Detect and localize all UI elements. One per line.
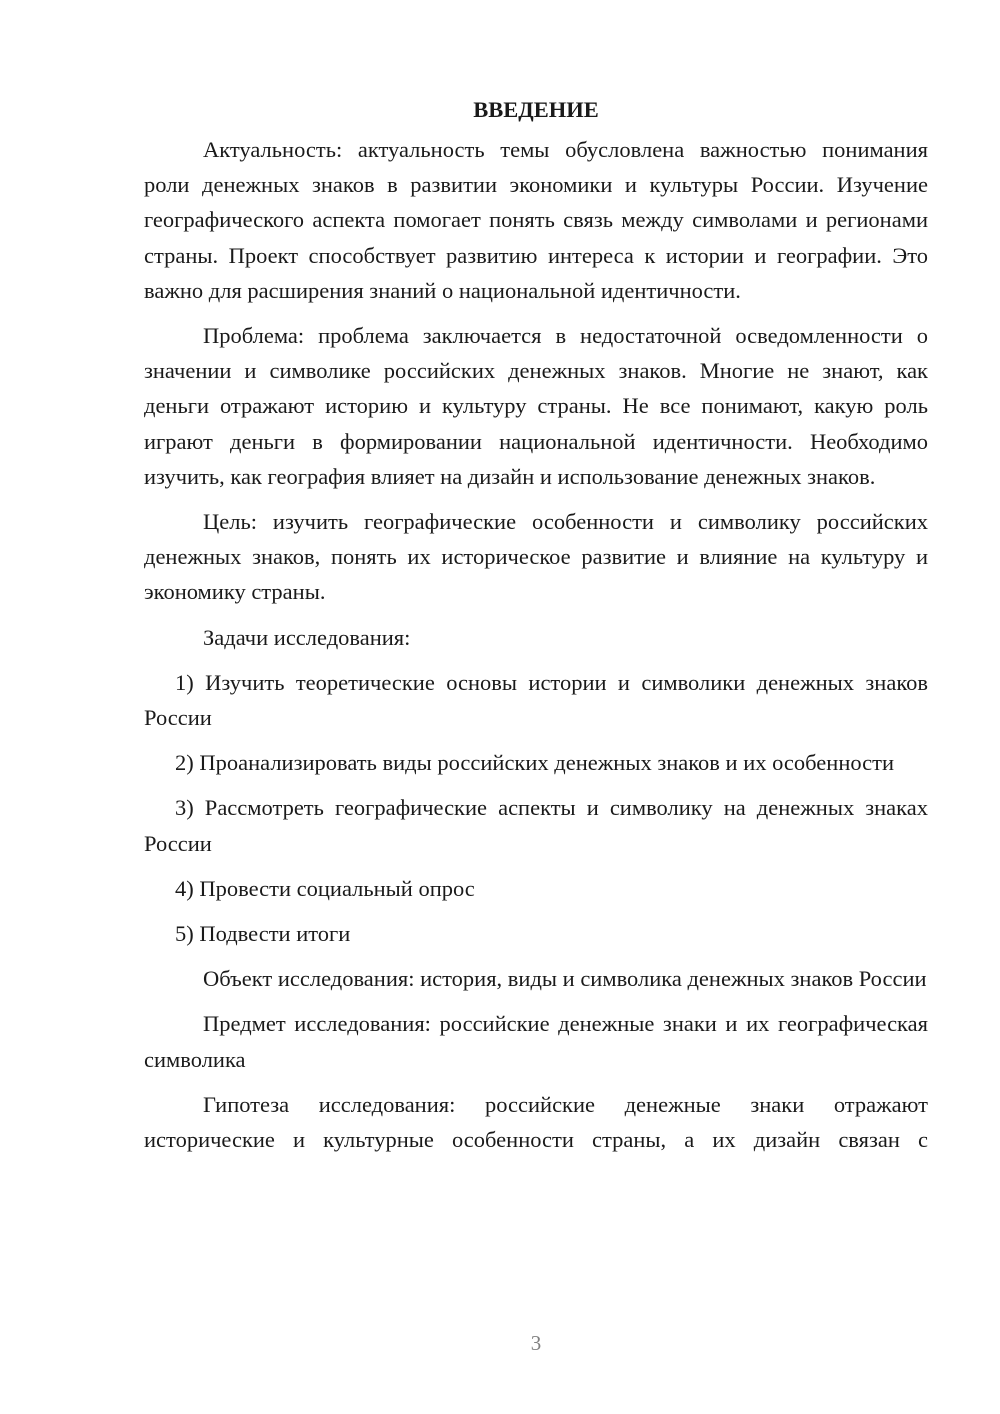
task-item: 2) Проанализировать виды российских денежных знаков и их особенности <box>175 750 895 776</box>
task-item: 1) Изучить теоретические основы истории и символики денежных знаков России <box>144 669 928 731</box>
paragraph-goal: Цель: изучить географические особенности и символику российских денежных знаков, понять их историческое развитие и влияние на культуру и экономику страны. <box>144 509 928 605</box>
paragraph-subject: Предмет исследования: российские денежные знаки и их географическая символика <box>144 1011 928 1072</box>
section-title: ВВЕДЕНИЕ <box>473 97 599 122</box>
page-content <box>144 92 928 1157</box>
task-item: 3) Рассмотреть географические аспекты и символику на денежных знаках России <box>144 795 928 856</box>
paragraph-tasks-heading: Задачи исследования: <box>203 624 411 650</box>
page-number: 3 <box>530 1331 542 1355</box>
paragraph-hypothesis: Гипотеза исследования: российские денежные знаки отражают исторические и культурные особенности страны, а их дизайн связан с <box>144 1091 928 1153</box>
paragraph-relevance: Актуальность: актуальность темы обусловлена важностью понимания роли денежных знаков в развитии экономики и культуры России. Изучение географического аспекта помогает понять связь между символами и регионами страны. Проект способствует развитию интереса к истории и географии. Это важно для расширения знаний о национальной идентичности. <box>144 137 928 303</box>
paragraph-object: Объект исследования: история, виды и символика денежных знаков России <box>203 966 927 992</box>
paragraph-problem: Проблема: проблема заключается в недостаточной осведомленности о значении и символике российских денежных знаков. Многие не знают, как деньги отражают историю и культуру страны. Не все понимают, какую роль играют деньги в формировании национальной идентичности. Необходимо изучить, как география влияет на дизайн и использование денежных знаков. <box>144 323 928 489</box>
task-item: 5) Подвести итоги <box>175 921 351 947</box>
task-item: 4) Провести социальный опрос <box>175 875 475 901</box>
